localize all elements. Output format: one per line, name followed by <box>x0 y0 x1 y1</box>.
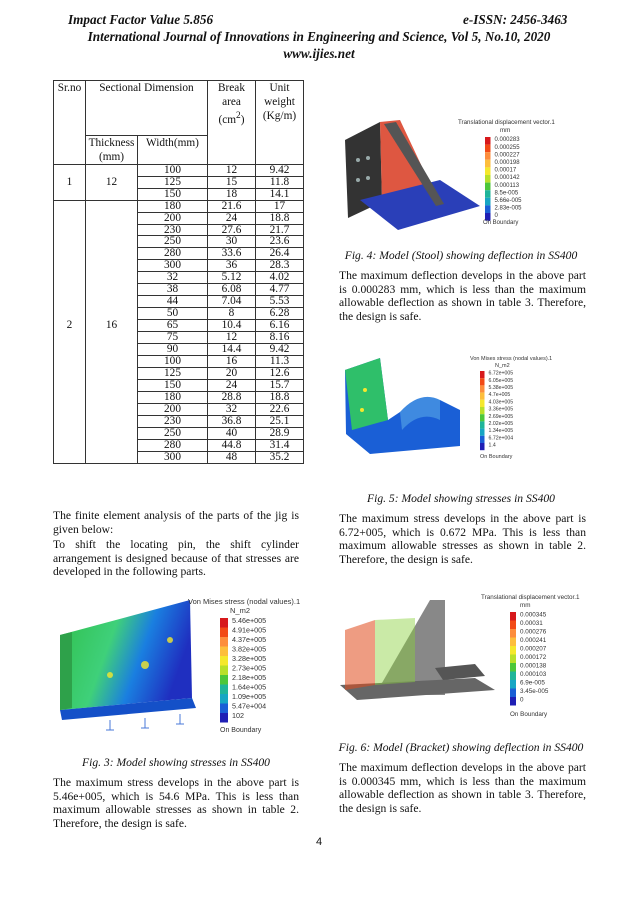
table-subheader-row <box>54 135 304 164</box>
table-row <box>54 427 304 439</box>
fig5-boundary: On Boundary <box>480 454 513 460</box>
fig5-legend-value: 1.34e+005 <box>488 428 514 435</box>
fig3-legend-value: 2.18e+005 <box>232 673 267 683</box>
fig5-scale-swatch <box>480 443 485 450</box>
fig6-scale-swatch <box>510 612 516 621</box>
fig3-legend-value: 1.64e+005 <box>232 682 267 692</box>
fig5-scale-swatch <box>480 393 485 400</box>
cell-area: 7.04 <box>208 296 256 308</box>
table-row <box>54 367 304 379</box>
group2-srno <box>54 356 86 368</box>
issn: e-ISSN: 2456-3463 <box>463 12 568 27</box>
fig3-legend-unit: N_m2 <box>230 606 251 615</box>
cell-area: 20 <box>208 367 256 379</box>
page-number: 4 <box>315 836 323 848</box>
fig5-scale-swatch <box>480 400 485 407</box>
cell-width: 300 <box>138 451 208 463</box>
fig6-scale-swatch <box>510 689 516 698</box>
fig5-legend-value: 1.4 <box>488 442 496 449</box>
fig6-legend-value: 0.000103 <box>520 670 547 678</box>
fig5-part-side <box>345 358 388 430</box>
fig6-scale-swatch <box>510 638 516 647</box>
cell-width: 44 <box>138 296 208 308</box>
cell-width: 280 <box>138 248 208 260</box>
fig4-legend-value: 0.000227 <box>494 152 520 159</box>
group2-srno <box>54 427 86 439</box>
group2-srno <box>54 296 86 308</box>
fig3-legend-value: 1.09e+005 <box>232 692 267 702</box>
fig4-color-scale <box>485 137 491 221</box>
table-row <box>54 272 304 284</box>
cell-width: 90 <box>138 344 208 356</box>
cell-width: 180 <box>138 200 208 212</box>
fig5-scale-swatch <box>480 378 485 385</box>
cell-area: 10.4 <box>208 320 256 332</box>
fig4-legend-value: 8.5e-005 <box>494 190 519 197</box>
table-row <box>54 320 304 332</box>
fig3-stress-model <box>50 580 310 750</box>
cell-area: 5.12 <box>208 272 256 284</box>
group2-thickness <box>86 379 138 391</box>
group2-srno <box>54 332 86 344</box>
header-srno: Sr.no <box>54 81 86 127</box>
fig3-legend-value: 3.82e+005 <box>232 644 267 654</box>
fig6-legend-labels <box>520 611 549 703</box>
cell-weight: 11.8 <box>256 176 304 188</box>
cell-width: 250 <box>138 427 208 439</box>
fig4-legend-title: Translational displacement vector.1 <box>458 119 555 126</box>
fig4-legend-value: 0.000255 <box>494 144 520 151</box>
cell-width: 180 <box>138 391 208 403</box>
cell-weight: 14.1 <box>256 188 304 200</box>
table-row <box>54 344 304 356</box>
table-row <box>54 296 304 308</box>
fig4-deflection-model <box>340 110 570 240</box>
fig3-scale-swatch <box>220 675 228 685</box>
fig4-legend-value: 0.000198 <box>494 160 520 166</box>
fig3-scale-swatch <box>220 694 228 704</box>
cell-width: 100 <box>138 356 208 368</box>
fig4-legend-value: 0.00017 <box>494 167 517 174</box>
fig5-legend-value: 6.72e+005 <box>488 370 514 377</box>
cell-width: 50 <box>138 308 208 320</box>
fig6-scale-swatch <box>510 646 516 655</box>
table-header-row <box>54 81 304 127</box>
group1-srno <box>54 164 86 176</box>
fig3-legend-value: 4.91e+005 <box>232 625 267 635</box>
cell-width: 230 <box>138 415 208 427</box>
fig4-legend-labels <box>495 137 523 219</box>
cell-weight: 8.16 <box>256 332 304 344</box>
cell-weight: 11.3 <box>256 356 304 368</box>
group2-thickness <box>86 200 138 212</box>
journal-title: International Journal of Innovations in Engineering and Science, Vol 5, No.10, 2020 <box>87 29 551 44</box>
cell-area: 48 <box>208 451 256 463</box>
cell-area: 40 <box>208 427 256 439</box>
group2-srno: 2 <box>54 320 86 332</box>
table-row <box>54 403 304 415</box>
header-section: Sectional Dimension <box>86 81 208 127</box>
fig4-scale-swatch <box>485 160 491 168</box>
fig6-legend-value: 0.000172 <box>520 653 547 661</box>
fig6-scale-swatch <box>510 663 516 672</box>
cell-weight: 23.6 <box>256 236 304 248</box>
fig6-boundary: On Boundary <box>510 711 548 718</box>
fig4-boundary: On Boundary <box>483 220 519 226</box>
fig5-stress-model <box>340 350 570 465</box>
group2-srno <box>54 212 86 224</box>
fig3-legend-value: 3.28e+005 <box>232 654 267 664</box>
fig5-legend-value: 5.38e+005 <box>488 385 514 392</box>
cell-width: 250 <box>138 236 208 248</box>
cell-weight: 35.2 <box>256 451 304 463</box>
fig5-scale-swatch <box>480 407 485 414</box>
fig3-scale-swatch <box>220 618 228 628</box>
cell-area: 33.6 <box>208 248 256 260</box>
table-row <box>54 415 304 427</box>
group2-srno <box>54 236 86 248</box>
group2-srno <box>54 391 86 403</box>
fig4-scale-swatch <box>485 183 491 191</box>
fig3-scale-swatch <box>220 704 228 714</box>
table-row <box>54 356 304 368</box>
fig3-plate-face <box>60 600 192 710</box>
fig5-legend-labels <box>489 371 514 449</box>
fig3-legend-value: 4.37e+005 <box>232 635 267 645</box>
fig3-scale-swatch <box>220 685 228 695</box>
group2-thickness <box>86 308 138 320</box>
fig3-caption: Fig. 3: Model showing stresses in SS400 <box>82 756 270 769</box>
cell-weight: 18.8 <box>256 391 304 403</box>
cell-area: 15 <box>208 176 256 188</box>
group2-srno <box>54 415 86 427</box>
fig5-scale-swatch <box>480 385 485 392</box>
group2-srno <box>54 379 86 391</box>
fig3-legend-value: 5.47e+004 <box>232 701 267 711</box>
cell-width: 150 <box>138 188 208 200</box>
cell-width: 280 <box>138 439 208 451</box>
fig3-scale-swatch <box>220 628 228 638</box>
group2-thickness <box>86 332 138 344</box>
group2-srno <box>54 367 86 379</box>
cell-weight: 9.42 <box>256 344 304 356</box>
cell-area: 6.08 <box>208 284 256 296</box>
table-group-2 <box>54 200 304 463</box>
table-row <box>54 212 304 224</box>
cell-weight: 17 <box>256 200 304 212</box>
cell-area: 44.8 <box>208 439 256 451</box>
group1-thickness: 12 <box>86 176 138 188</box>
cell-width: 150 <box>138 379 208 391</box>
group2-srno <box>54 272 86 284</box>
group2-thickness <box>86 367 138 379</box>
cell-area: 18 <box>208 188 256 200</box>
paragraph-fig3-result: The maximum stress develops in the above part is 5.46e+005, which is 54.6 MPa. This is less than maximum allowable stresses as shown in table 2. Therefore, the design is safe. <box>53 776 299 830</box>
fig3-scale-swatch <box>220 637 228 647</box>
header-thickness: Thickness (mm) <box>86 135 138 164</box>
table-row <box>54 439 304 451</box>
fig4-scale-swatch <box>485 145 491 153</box>
fig6-color-scale <box>510 612 516 706</box>
fig6-caption: Fig. 6: Model (Bracket) showing deflection in SS400 <box>338 741 584 754</box>
fig5-color-scale <box>480 371 485 450</box>
table-row <box>54 379 304 391</box>
section-dimension-table <box>53 80 304 464</box>
fig6-scale-swatch <box>510 621 516 630</box>
header-weight: Unit weight (Kg/m) <box>256 81 304 127</box>
group2-srno <box>54 224 86 236</box>
cell-width: 65 <box>138 320 208 332</box>
group2-srno <box>54 200 86 212</box>
fig4-scale-swatch <box>485 205 491 213</box>
table-spacer-row <box>54 127 304 136</box>
table-row <box>54 308 304 320</box>
fig3-color-scale <box>220 618 228 723</box>
fig6-legend-value: 3.45e-005 <box>520 687 549 695</box>
cell-area: 30 <box>208 236 256 248</box>
fig3-legend-title: Von Mises stress (nodal values).1 <box>188 597 301 606</box>
fig6-scale-swatch <box>510 697 516 706</box>
cell-weight: 18.8 <box>256 212 304 224</box>
fig4-legend-value: 0.000283 <box>494 137 520 144</box>
fig6-legend-value: 0.000345 <box>520 611 547 619</box>
fig4-scale-swatch <box>485 167 491 175</box>
table-row <box>54 332 304 344</box>
group1-srno: 1 <box>54 176 86 188</box>
fig6-deflection-model <box>335 590 585 730</box>
fig5-scale-swatch <box>480 421 485 428</box>
cell-weight: 31.4 <box>256 439 304 451</box>
group2-thickness <box>86 284 138 296</box>
group2-srno <box>54 284 86 296</box>
fig3-legend-value: 2.73e+005 <box>232 663 267 673</box>
fig5-legend-value: 3.36e+005 <box>488 406 514 413</box>
fig5-legend-value: 4.03e+005 <box>488 399 514 406</box>
cell-weight: 22.6 <box>256 403 304 415</box>
fig4-scale-swatch <box>485 198 491 206</box>
impact-factor: Impact Factor Value 5.856 <box>68 12 214 27</box>
group2-thickness <box>86 224 138 236</box>
fig6-scale-swatch <box>510 680 516 689</box>
fig5-scale-swatch <box>480 429 485 436</box>
group2-thickness <box>86 296 138 308</box>
cell-area: 36.8 <box>208 415 256 427</box>
header-area: Break area $(cm^2)$ <box>208 81 256 127</box>
cell-weight: 9.42 <box>256 164 304 176</box>
group2-thickness <box>86 248 138 260</box>
fig3-legend-labels <box>232 616 266 720</box>
fig5-legend-value: 6.72e+004 <box>488 435 514 442</box>
fig4-legend-value: 0.000142 <box>494 175 520 182</box>
group2-thickness: 16 <box>86 320 138 332</box>
cell-weight: 5.53 <box>256 296 304 308</box>
cell-area: 12 <box>208 164 256 176</box>
table-row <box>54 248 304 260</box>
fig6-scale-swatch <box>510 655 516 664</box>
group2-thickness <box>86 260 138 272</box>
table-row <box>54 200 304 212</box>
fig6-deflection-field <box>345 620 375 690</box>
group2-thickness <box>86 415 138 427</box>
group2-thickness <box>86 344 138 356</box>
group2-srno <box>54 260 86 272</box>
fig5-legend-unit: N_m2 <box>495 363 510 369</box>
table-row <box>54 224 304 236</box>
fig3-supports <box>106 714 184 730</box>
table-row <box>54 284 304 296</box>
fig6-legend-value: 6.9e-005 <box>520 679 545 687</box>
group2-srno <box>54 451 86 463</box>
cell-area: 12 <box>208 332 256 344</box>
cell-area: 32 <box>208 403 256 415</box>
group2-thickness <box>86 391 138 403</box>
table-row <box>54 236 304 248</box>
fig6-legend-value: 0 <box>520 696 524 704</box>
group2-thickness <box>86 356 138 368</box>
fig4-legend-value: 0.000113 <box>494 182 520 189</box>
fig6-scale-swatch <box>510 629 516 638</box>
cell-weight: 21.7 <box>256 224 304 236</box>
group2-srno <box>54 308 86 320</box>
fig5-scale-swatch <box>480 371 485 378</box>
fig3-scale-swatch <box>220 647 228 657</box>
group1-thickness <box>86 188 138 200</box>
cell-width: 300 <box>138 260 208 272</box>
table-row <box>54 188 304 200</box>
fig4-scale-swatch <box>485 175 491 183</box>
fig6-legend-value: 0.000276 <box>520 628 547 636</box>
table-row <box>54 391 304 403</box>
fig3-scale-swatch <box>220 656 228 666</box>
cell-weight: 28.3 <box>256 260 304 272</box>
cell-area: 14.4 <box>208 344 256 356</box>
cell-weight: 12.6 <box>256 367 304 379</box>
cell-area: 24 <box>208 212 256 224</box>
table-row <box>54 451 304 463</box>
group2-thickness <box>86 439 138 451</box>
fig5-caption: Fig. 5: Model showing stresses in SS400 <box>367 492 555 505</box>
fig5-legend-value: 2.69e+005 <box>488 413 514 420</box>
fig6-scale-swatch <box>510 672 516 681</box>
table-group-1 <box>54 164 304 200</box>
paragraph-fea-intro: The finite element analysis of the parts of the jig is given below: <box>53 509 299 536</box>
cell-area: 28.8 <box>208 391 256 403</box>
group2-srno <box>54 439 86 451</box>
fig5-legend-value: 6.05e+005 <box>488 377 514 384</box>
group2-thickness <box>86 236 138 248</box>
group2-thickness <box>86 403 138 415</box>
cell-weight: 6.16 <box>256 320 304 332</box>
fig4-scale-swatch <box>485 190 491 198</box>
fig3-scale-swatch <box>220 666 228 676</box>
fig3-plate-edge <box>60 632 72 710</box>
table-row <box>54 164 304 176</box>
group1-srno <box>54 188 86 200</box>
cell-width: 38 <box>138 284 208 296</box>
cell-width: 230 <box>138 224 208 236</box>
group2-thickness <box>86 272 138 284</box>
fig4-legend-value: 5.66e-005 <box>494 198 522 204</box>
fig5-legend-title: Von Mises stress (nodal values).1 <box>470 356 553 362</box>
group2-thickness <box>86 212 138 224</box>
fig3-boundary: On Boundary <box>220 727 262 734</box>
cell-width: 200 <box>138 212 208 224</box>
cell-area: 27.6 <box>208 224 256 236</box>
paragraph-fig4-result: The maximum deflection develops in the above part is 0.000283 mm, which is less than the maximum allowable deflection as shown in table 3. Therefore, the design is safe. <box>339 269 586 323</box>
paragraph-fig6-result: The maximum deflection develops in the above part is 0.000345 mm, which is less than the maximum allowable deflection as shown in table 3. Therefore, the design is safe. <box>339 761 586 815</box>
cell-area: 36 <box>208 260 256 272</box>
header-width: Width(mm) <box>138 135 208 164</box>
cell-area: 8 <box>208 308 256 320</box>
group2-thickness <box>86 427 138 439</box>
cell-width: 200 <box>138 403 208 415</box>
fig5-scale-swatch <box>480 436 485 443</box>
fig6-legend-value: 0.000207 <box>520 645 547 653</box>
group2-srno <box>54 248 86 260</box>
fig4-caption: Fig. 4: Model (Stool) showing deflection in SS400 <box>344 249 578 262</box>
cell-weight: 4.02 <box>256 272 304 284</box>
cell-area: 21.6 <box>208 200 256 212</box>
cell-weight: 28.9 <box>256 427 304 439</box>
group2-srno <box>54 344 86 356</box>
cell-width: 75 <box>138 332 208 344</box>
group1-thickness <box>86 164 138 176</box>
fig3-legend-value: 102 <box>232 711 244 721</box>
cell-weight: 15.7 <box>256 379 304 391</box>
fig4-scale-swatch <box>485 137 491 145</box>
group2-srno <box>54 403 86 415</box>
paragraph-shift-cylinder: To shift the locating pin, the shift cylinder arrangement is designed because of that stresses are developed in the following parts. <box>53 538 299 579</box>
fig5-legend-value: 4.7e+005 <box>488 392 511 399</box>
cell-width: 32 <box>138 272 208 284</box>
table-row <box>54 176 304 188</box>
cell-weight: 6.28 <box>256 308 304 320</box>
cell-width: 125 <box>138 367 208 379</box>
paragraph-fig5-result: The maximum stress develops in the above part is 6.72+005, which is 0.672 MPa. This is less than maximum allowable stresses as shown in table 2. Therefore, the design is safe. <box>339 512 586 566</box>
fig6-legend-unit: mm <box>520 602 531 609</box>
cell-width: 125 <box>138 176 208 188</box>
fig5-legend-value: 2.02e+005 <box>488 421 514 428</box>
table-row <box>54 260 304 272</box>
fig4-legend-value: 0 <box>494 213 498 220</box>
fig6-legend-value: 0.000241 <box>520 636 547 644</box>
fig6-legend-value: 0.00031 <box>520 619 543 627</box>
fig3-scale-swatch <box>220 713 228 723</box>
cell-width: 100 <box>138 164 208 176</box>
fig6-legend-value: 0.000138 <box>520 662 547 670</box>
fig5-scale-swatch <box>480 414 485 421</box>
fig3-legend-value: 5.46e+005 <box>232 616 267 626</box>
cell-weight: 26.4 <box>256 248 304 260</box>
fig4-scale-swatch <box>485 152 491 160</box>
fig4-legend-unit: mm <box>500 127 511 134</box>
fig6-legend-title: Translational displacement vector.1 <box>481 594 580 601</box>
cell-area: 16 <box>208 356 256 368</box>
cell-area: 24 <box>208 379 256 391</box>
journal-website: www.ijies.net <box>283 46 355 61</box>
cell-weight: 25.1 <box>256 415 304 427</box>
fig4-legend-value: 2.83e-005 <box>494 205 522 212</box>
group2-thickness <box>86 451 138 463</box>
cell-weight: 4.77 <box>256 284 304 296</box>
